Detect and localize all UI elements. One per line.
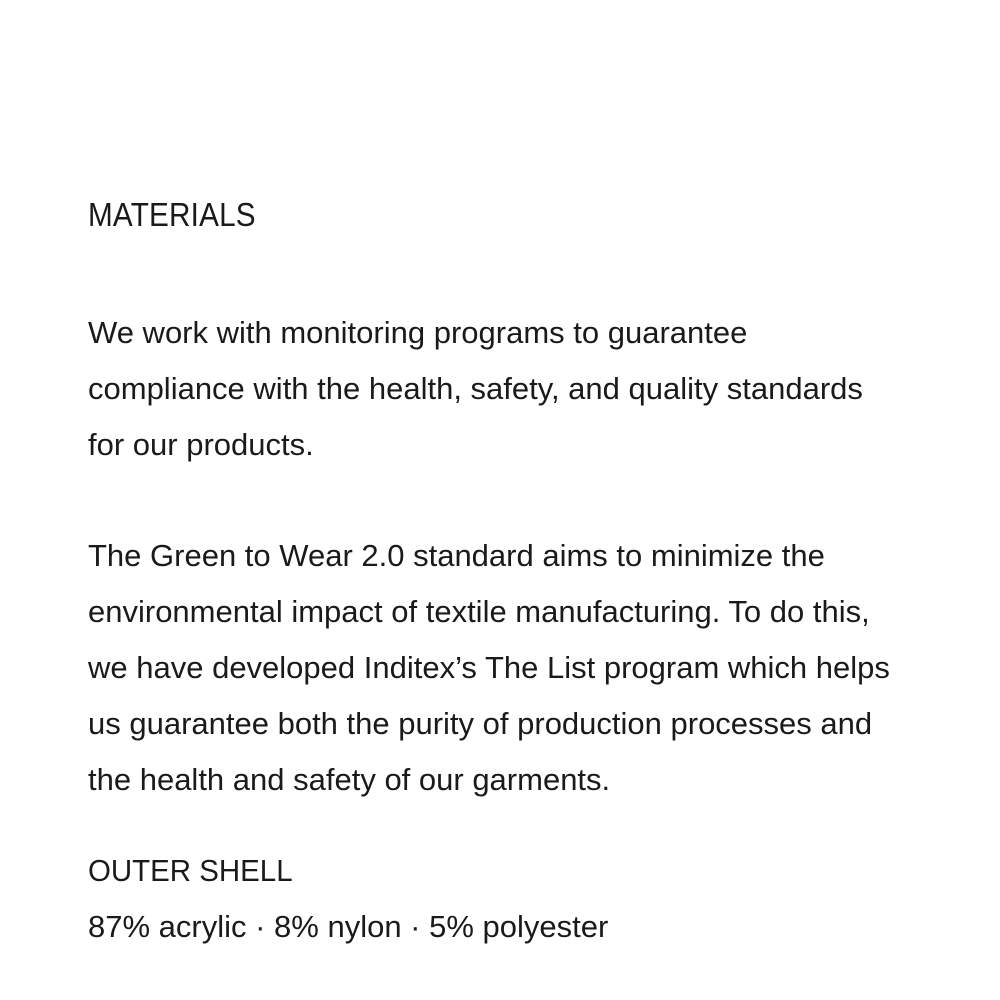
materials-title: MATERIALS — [88, 196, 256, 233]
monitoring-paragraph — [88, 305, 988, 473]
paragraph-line: We work with monitoring programs to guarantee — [88, 315, 748, 350]
paragraph-line: for our products. — [88, 427, 314, 462]
paragraph-line: us guarantee both the purity of production processes and — [88, 706, 873, 741]
paragraph-line: we have developed Inditex’s The List program which helps — [88, 650, 890, 685]
paragraph-line: The Green to Wear 2.0 standard aims to minimize the — [88, 538, 825, 573]
paragraph-line: environmental impact of textile manufacturing. To do this, — [88, 594, 870, 629]
materials-section — [88, 194, 988, 948]
paragraph-line: the health and safety of our garments. — [88, 762, 611, 797]
green-to-wear-paragraph — [88, 528, 988, 808]
outer-shell-title: OUTER SHELL — [88, 853, 293, 888]
paragraph-line: compliance with the health, safety, and quality standards — [88, 371, 863, 406]
outer-shell-composition: 87% acrylic · 8% nylon · 5% polyester — [88, 909, 609, 944]
